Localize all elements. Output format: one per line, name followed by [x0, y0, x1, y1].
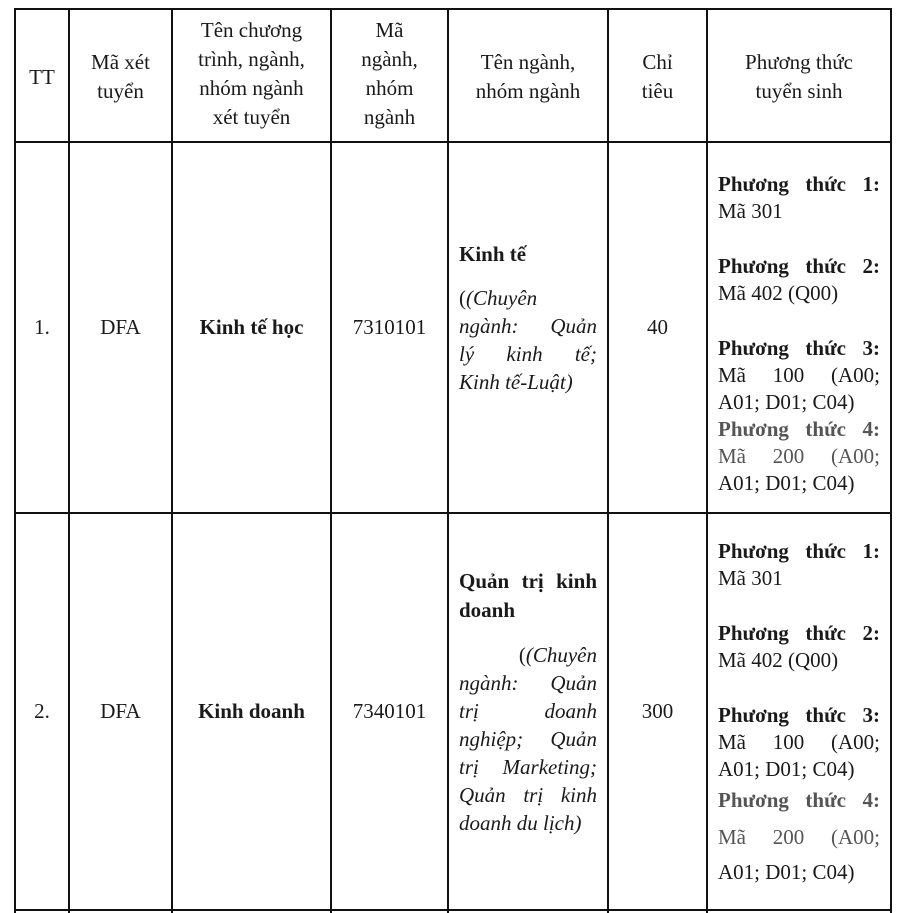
header-line: nhóm [365, 75, 414, 100]
header-line: Mã xét [91, 50, 150, 74]
chi-tieu-value: 300 [641, 699, 674, 723]
header-ma-xet-tuyen [70, 10, 171, 141]
spec-line: ngành: Quản [459, 314, 597, 338]
method-value: A01; D01; C04) [718, 860, 855, 884]
method-3 [718, 335, 880, 416]
ten-nganh-value: doanh [459, 598, 516, 622]
header-line: Mã [375, 17, 404, 42]
header-ten-chuong-trinh [173, 8, 330, 139]
ma-xet-tuyen-value: DFA [100, 699, 141, 723]
method-value: A01; D01; C04) [718, 471, 855, 495]
method-value: Mã 402 (Q00) [718, 281, 839, 305]
table-border-bottom [14, 909, 892, 911]
spec-line: Quản trị kinh [459, 783, 597, 807]
method-4 [718, 416, 880, 497]
spec-line: ngành: Quản [459, 671, 597, 695]
method-title: Phương thức 3: [718, 336, 880, 360]
method-value: Mã 402 (Q00) [718, 648, 839, 672]
header-ma-nganh [332, 8, 447, 139]
table-row-1-methods [708, 171, 890, 497]
method-3 [718, 702, 880, 783]
table-row-2-ma-nganh [332, 514, 447, 909]
header-tt-label: TT [29, 64, 55, 89]
method-4 [718, 787, 880, 886]
table-row-1-ma-nganh [332, 143, 447, 512]
header-line: tuyển sinh [755, 79, 843, 103]
table-row-2-chuong-trinh [173, 514, 330, 909]
chuong-trinh-value: Kinh doanh [198, 699, 305, 723]
header-line: tuyển [97, 79, 144, 103]
header-line: ngành [363, 104, 416, 129]
header-chi-tieu [609, 10, 706, 141]
table-row-2-chi-tieu [609, 514, 706, 909]
table-border-right [890, 8, 892, 913]
table-row-1-chuong-trinh [173, 143, 330, 512]
spec-line: nghiệp; Quản [459, 727, 597, 751]
table-row-2-ten-nganh [449, 567, 607, 837]
header-line: nhóm ngành [475, 79, 581, 103]
table-row-2-tt [16, 514, 68, 909]
ma-xet-tuyen-value: DFA [100, 315, 141, 339]
method-value: Mã 200 (A00; [718, 825, 880, 849]
table-row-1-ten-nganh [449, 240, 607, 396]
chi-tieu-value: 40 [647, 315, 668, 339]
method-title: Phương thức 4: [718, 788, 880, 812]
ten-nganh-value: Kinh tế [459, 242, 527, 266]
table-row-1-ma-xet-tuyen [70, 143, 171, 512]
header-line: nhóm ngành [199, 75, 304, 100]
spec-line: trị doanh [459, 699, 597, 723]
spec-line: (Chuyên [466, 286, 538, 310]
header-line: Phương thức [745, 50, 853, 74]
chuong-trinh-value: Kinh tế học [199, 315, 304, 339]
row-number: 1. [34, 315, 50, 339]
table-row-1-tt [16, 143, 68, 512]
header-line: Chỉ [642, 50, 673, 74]
method-title: Phương thức 2: [718, 621, 880, 645]
method-title: Phương thức 1: [718, 539, 880, 563]
spec-line: doanh du lịch) [459, 811, 582, 835]
header-line: Tên chương [200, 17, 303, 42]
table-row-1-chi-tieu [609, 143, 706, 512]
header-line: ngành, [361, 46, 418, 71]
spec-line: lý kinh tế; [459, 342, 597, 366]
method-value: Mã 301 [718, 199, 783, 223]
method-value: Mã 100 (A00; [718, 730, 880, 754]
specialization: ((Chuyên ngành: Quản lý kinh tế; Kinh tế-Luật) [459, 286, 597, 394]
method-title: Phương thức 3: [718, 703, 880, 727]
header-line: xét tuyển [212, 104, 291, 129]
table-row-2-methods [708, 538, 890, 886]
method-title: Phương thức 1: [718, 172, 880, 196]
ten-nganh-value: Quản trị kinh [459, 569, 597, 593]
method-value: Mã 301 [718, 566, 783, 590]
method-value: A01; D01; C04) [718, 757, 855, 781]
row-number: 2. [34, 699, 50, 723]
method-value: Mã 200 (A00; [718, 444, 880, 468]
method-value: Mã 100 (A00; [718, 363, 880, 387]
method-2 [718, 620, 880, 674]
table-row-2-ma-xet-tuyen [70, 514, 171, 909]
spec-line: Kinh tế-Luật) [459, 370, 573, 394]
method-2 [718, 253, 880, 307]
ma-nganh-value: 7340101 [352, 699, 427, 723]
header-line: tiêu [641, 79, 674, 103]
header-tt [16, 10, 68, 141]
method-value: A01; D01; C04) [718, 390, 855, 414]
method-1 [718, 171, 880, 225]
header-phuong-thuc [708, 10, 890, 141]
spec-line: (Chuyên [525, 643, 597, 667]
ma-nganh-value: 7310101 [352, 315, 427, 339]
header-line: trình, ngành, [198, 46, 305, 71]
method-title: Phương thức 4: [718, 417, 880, 441]
specialization: ((Chuyên ngành: Quản trị doanh nghiệp; Quản trị Marketing; Quản trị kinh doanh du lịch) [459, 643, 597, 835]
method-title: Phương thức 2: [718, 254, 880, 278]
method-1 [718, 538, 880, 592]
header-ten-nganh [449, 10, 607, 141]
spec-line: trị Marketing; [459, 755, 597, 779]
header-line: Tên ngành, [480, 50, 576, 74]
